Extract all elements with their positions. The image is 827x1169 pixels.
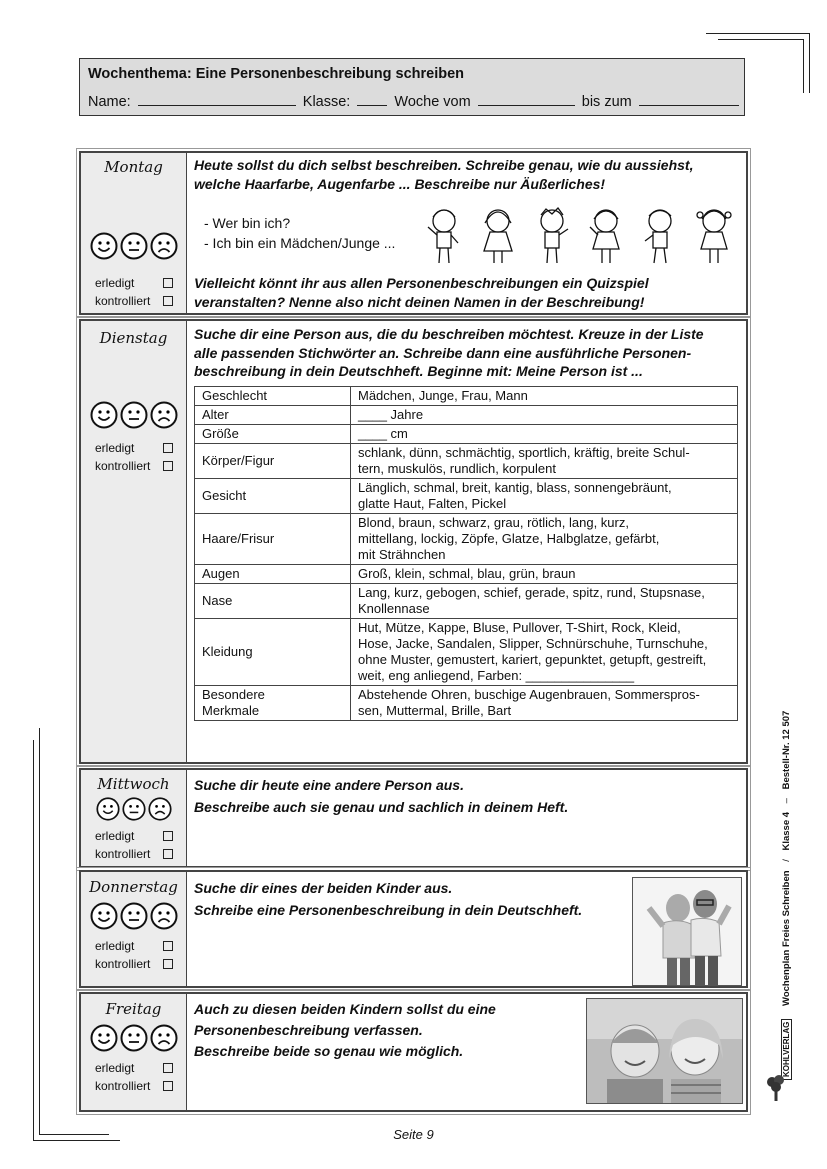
questions [204, 213, 395, 253]
table-value-cell: Hut, Mütze, Kappe, Bluse, Pullover, T-Shirt, Rock, Kleid, Hose, Jacke, Sandalen, Slipper, Schnürschuhe, Turnschuhe, ohne Muster, gemustert, kariert, gepunktet, getupft, gestreift, weit, eng anliegend, Farben: _______________ [351, 619, 738, 686]
page-number: Seite 9 [393, 1127, 434, 1142]
table-value-cell: ____ cm [351, 425, 738, 444]
children-photo [632, 877, 742, 986]
frame-line [33, 740, 34, 1140]
happy-smiley-icon[interactable] [90, 1024, 118, 1052]
day-section-mittwoch [79, 768, 748, 868]
class-field[interactable] [357, 93, 387, 106]
smiley-rating [81, 1024, 186, 1052]
week-to-field[interactable] [639, 93, 739, 106]
sidebar-grade: Klasse 4 [781, 811, 792, 851]
class-label: Klasse: [302, 94, 351, 110]
table-value-cell: Länglich, schmal, breit, kantig, blass, sonnengebräunt, glatte Haut, Falten, Pickel [351, 479, 738, 514]
header-fields [88, 93, 742, 110]
table-row [195, 406, 738, 425]
done-label: erledigt [95, 939, 135, 953]
hint-line: Vielleicht könnt ihr aus allen Personenbeschreibungen ein Quizspiel [194, 275, 649, 291]
week-from-field[interactable] [478, 93, 575, 106]
table-key-cell: Größe [195, 425, 351, 444]
children-photo-image [633, 878, 741, 985]
question-line: - Wer bin ich? [204, 215, 291, 231]
done-checkbox[interactable] [163, 941, 173, 951]
task-line: Heute sollst du dich selbst beschreiben. Schreibe genau, wie du aussiehst, [194, 157, 694, 173]
task-text [194, 774, 568, 818]
task-text [194, 877, 582, 921]
table-key-cell: Geschlecht [195, 387, 351, 406]
table-row [195, 479, 738, 514]
smiley-rating [81, 797, 186, 821]
table-key-cell: Kleidung [195, 619, 351, 686]
frame-line [718, 39, 803, 40]
done-checkbox[interactable] [163, 443, 173, 453]
table-value-cell: Abstehende Ohren, buschige Augenbrauen, Sommerspros- sen, Muttermal, Brille, Bart [351, 686, 738, 721]
checked-checkbox[interactable] [163, 296, 173, 306]
table-key-cell: Körper/Figur [195, 444, 351, 479]
table-key-cell: Besondere Merkmale [195, 686, 351, 721]
question-line: - Ich bin ein Mädchen/Junge ... [204, 235, 396, 251]
keyword-table [194, 386, 738, 721]
children-drawing [418, 201, 743, 265]
frame-line [803, 39, 804, 93]
page-title: Wochenthema: Eine Personenbeschreibung schreiben [88, 66, 465, 82]
checked-label: kontrolliert [95, 957, 151, 971]
table-value-cell: Groß, klein, schmal, blau, grün, braun [351, 565, 738, 584]
neutral-smiley-icon[interactable] [120, 1024, 148, 1052]
table-key-cell: Haare/Frisur [195, 514, 351, 565]
sidebar-title: Wochenplan Freies Schreiben [781, 870, 792, 1006]
task-line: Schreibe eine Personenbeschreibung in dein Deutschheft. [194, 902, 583, 918]
checklist [95, 1059, 173, 1095]
sidebar-separator: / [781, 859, 792, 862]
frame-line [39, 728, 40, 1134]
day-name: Dienstag [99, 329, 168, 347]
until-label: bis zum [581, 94, 632, 110]
task-text [194, 325, 704, 381]
done-checkbox[interactable] [163, 1063, 173, 1073]
table-row [195, 565, 738, 584]
sad-smiley-icon[interactable] [150, 232, 178, 260]
publisher-tree-icon [764, 1072, 788, 1102]
day-name: Mittwoch [97, 775, 170, 793]
day-section-montag [79, 151, 748, 315]
checked-checkbox[interactable] [163, 849, 173, 859]
sad-smiley-icon[interactable] [148, 797, 172, 821]
sidebar-order-number: Bestell-Nr. 12 507 [781, 710, 792, 790]
checklist [95, 439, 173, 475]
table-key-cell: Gesicht [195, 479, 351, 514]
week-label: Woche vom [394, 94, 471, 110]
done-label: erledigt [95, 1061, 135, 1075]
day-name: Donnerstag [89, 878, 178, 896]
sad-smiley-icon[interactable] [150, 902, 178, 930]
checked-label: kontrolliert [95, 1079, 151, 1093]
table-row [195, 514, 738, 565]
task-line: alle passenden Stichwörter an. Schreibe dann eine ausführliche Personen- [194, 344, 692, 361]
sidebar-dash: – [781, 798, 792, 804]
task-line: Suche dir heute eine andere Person aus. [194, 777, 464, 793]
table-value-cell: Blond, braun, schwarz, grau, rötlich, lang, kurz, mittellang, lockig, Zöpfe, Glatze, Halbglatze, gefärbt, mit Strähnchen [351, 514, 738, 565]
day-column [81, 321, 187, 762]
table-value-cell: ____ Jahre [351, 406, 738, 425]
name-label: Name: [88, 94, 131, 110]
happy-smiley-icon[interactable] [90, 902, 118, 930]
checked-checkbox[interactable] [163, 461, 173, 471]
task-line: Auch zu diesen beiden Kindern sollst du eine [194, 1001, 496, 1017]
hint-line: veranstalten? Nenne also nicht deinen Namen in der Beschreibung! [194, 293, 645, 310]
smiley-rating [81, 232, 186, 260]
task-line: Beschreibe auch sie genau und sachlich in deinem Heft. [194, 799, 569, 815]
table-key-cell: Alter [195, 406, 351, 425]
neutral-smiley-icon[interactable] [122, 797, 146, 821]
table-value-cell: Mädchen, Junge, Frau, Mann [351, 387, 738, 406]
frame-line [706, 33, 809, 34]
done-checkbox[interactable] [163, 831, 173, 841]
day-name: Freitag [105, 1000, 162, 1018]
sad-smiley-icon[interactable] [150, 1024, 178, 1052]
frame-line [809, 33, 810, 93]
publisher-logo: KOHLVERLAG [781, 1019, 792, 1080]
checked-label: kontrolliert [95, 459, 151, 473]
day-name: Montag [104, 158, 163, 176]
task-line: Personenbeschreibung verfassen. [194, 1022, 423, 1038]
checklist [95, 827, 173, 863]
table-value-cell: schlank, dünn, schmächtig, sportlich, kräftig, breite Schul- tern, muskulös, rundlich, korpulent [351, 444, 738, 479]
checked-checkbox[interactable] [163, 1081, 173, 1091]
task-line: Beschreibe beide so genau wie möglich. [194, 1043, 464, 1059]
task-line: beschreibung in dein Deutschheft. Beginne mit: Meine Person ist ... [194, 363, 643, 379]
sad-smiley-icon[interactable] [150, 401, 178, 429]
smiley-rating [81, 902, 186, 930]
table-key-cell: Augen [195, 565, 351, 584]
table-row [195, 584, 738, 619]
done-label: erledigt [95, 441, 135, 455]
done-label: erledigt [95, 276, 135, 290]
happy-smiley-icon[interactable] [90, 232, 118, 260]
done-checkbox[interactable] [163, 278, 173, 288]
table-row [195, 387, 738, 406]
task-text [194, 999, 496, 1062]
table-row [195, 686, 738, 721]
table-row [195, 619, 738, 686]
hint-text [194, 274, 649, 311]
smiley-rating [81, 401, 186, 429]
neutral-smiley-icon[interactable] [120, 401, 148, 429]
day-section-donnerstag [79, 870, 748, 988]
happy-smiley-icon[interactable] [96, 797, 120, 821]
neutral-smiley-icon[interactable] [120, 232, 148, 260]
checked-label: kontrolliert [95, 294, 151, 308]
done-label: erledigt [95, 829, 135, 843]
table-row [195, 425, 738, 444]
task-line: welche Haarfarbe, Augenfarbe ... Beschreibe nur Äußerliches! [194, 175, 606, 192]
day-section-freitag [79, 992, 748, 1112]
day-section-dienstag [79, 319, 748, 764]
table-value-cell: Lang, kurz, gebogen, schief, gerade, spitz, rund, Stupsnase, Knollennase [351, 584, 738, 619]
happy-smiley-icon[interactable] [90, 401, 118, 429]
checked-label: kontrolliert [95, 847, 151, 861]
name-field[interactable] [138, 93, 296, 106]
task-text [194, 156, 693, 193]
table-key-cell: Nase [195, 584, 351, 619]
neutral-smiley-icon[interactable] [120, 902, 148, 930]
checklist [95, 274, 173, 310]
table-row [195, 444, 738, 479]
checked-checkbox[interactable] [163, 959, 173, 969]
sidebar-imprint [781, 700, 797, 1080]
children-photo-image [587, 999, 742, 1103]
checklist [95, 937, 173, 973]
task-line: Suche dir eines der beiden Kinder aus. [194, 880, 453, 896]
children-photo [586, 998, 743, 1104]
task-line: Suche dir eine Person aus, die du beschreiben möchtest. Kreuze in der Liste [194, 326, 704, 342]
